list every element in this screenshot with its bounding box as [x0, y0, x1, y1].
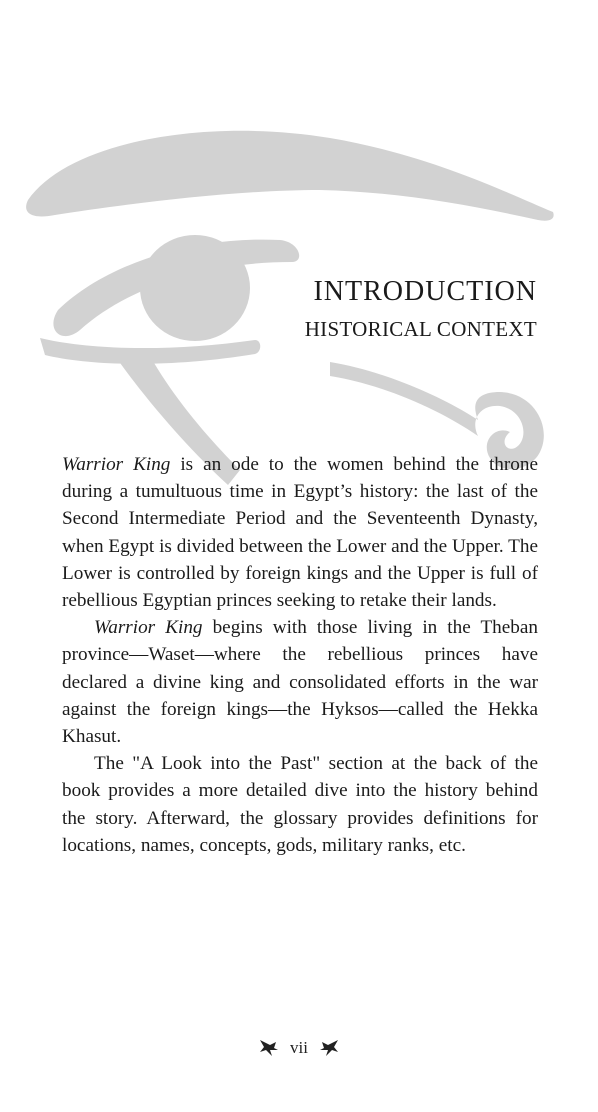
paragraph-2	[62, 614, 538, 750]
book-title: Warrior King	[94, 617, 203, 639]
paragraph-text: is an ode to the women behind the throne during a tumultuous time in Egypt’s history: the last of the Second Intermediate Period and the Seventeenth Dynasty, when Egypt is divided between the Lower and the Upper. The Lower is controlled by foreign kings and the Upper is full of rebellious Egyptian princes seeking to retake their lands.	[62, 454, 538, 612]
page-footer	[0, 1036, 598, 1060]
page-subtitle: HISTORICAL CONTEXT	[304, 317, 537, 341]
paragraph-3	[62, 750, 538, 859]
book-title: Warrior King	[62, 454, 171, 475]
eye-of-horus-icon	[0, 0, 598, 520]
body-text	[62, 451, 538, 859]
chapter-heading	[305, 276, 537, 342]
page-number: vii	[290, 1038, 308, 1057]
paragraph-text: begins with those living in the Theban province—Waset—where the rebellious princes have declared a divine king and consolidated efforts in the war against the foreign kings—the Hyksos—called the Hekka Khasut.	[62, 617, 538, 748]
winged-ornament-icon	[258, 1036, 280, 1060]
paragraph-1	[62, 451, 538, 614]
winged-ornament-icon	[318, 1036, 340, 1060]
page-title: INTRODUCTION	[313, 276, 537, 307]
paragraph-text: The "A Look into the Past" section at the back of the book provides a more detailed dive into the history behind the story. Afterward, the glossary provides definitions for locations, names, concepts, gods, military ranks, etc.	[62, 753, 538, 856]
